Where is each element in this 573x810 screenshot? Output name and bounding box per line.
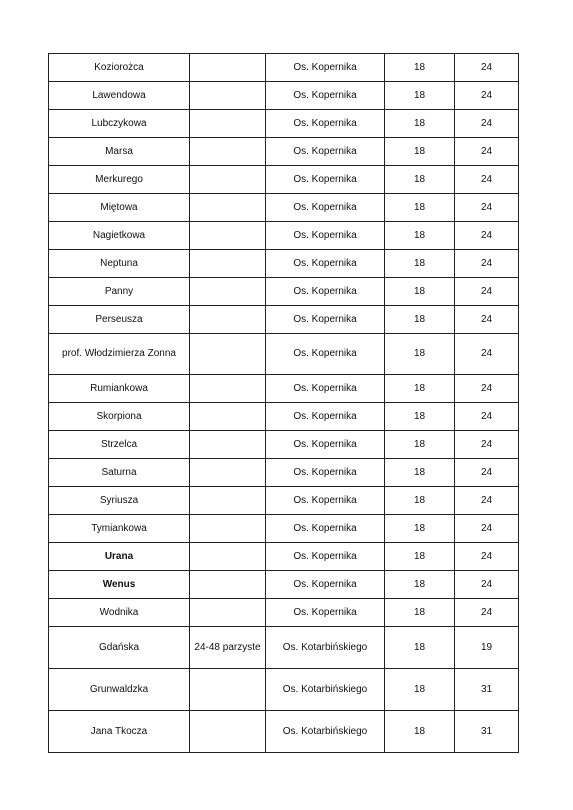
value-b-cell: 24	[455, 222, 519, 250]
table-row	[49, 375, 519, 403]
table-row	[49, 459, 519, 487]
range-cell	[190, 375, 266, 403]
estate-cell: Os. Kopernika	[266, 166, 385, 194]
range-cell	[190, 543, 266, 571]
table-row	[49, 110, 519, 138]
value-b-cell: 24	[455, 431, 519, 459]
value-b-cell: 24	[455, 459, 519, 487]
value-a-cell: 18	[385, 431, 455, 459]
table-row	[49, 487, 519, 515]
street-cell: Tymiankowa	[49, 515, 190, 543]
value-b-cell: 24	[455, 138, 519, 166]
street-cell: Lawendowa	[49, 82, 190, 110]
range-cell	[190, 571, 266, 599]
estate-cell: Os. Kopernika	[266, 194, 385, 222]
value-b-cell: 24	[455, 54, 519, 82]
range-cell	[190, 711, 266, 753]
range-cell	[190, 54, 266, 82]
street-cell: Wodnika	[49, 599, 190, 627]
street-cell: Merkurego	[49, 166, 190, 194]
value-a-cell: 18	[385, 110, 455, 138]
estate-cell: Os. Kopernika	[266, 278, 385, 306]
range-cell	[190, 194, 266, 222]
street-cell: Grunwaldzka	[49, 669, 190, 711]
value-b-cell: 19	[455, 627, 519, 669]
street-cell: prof. Włodzimierza Zonna	[49, 334, 190, 375]
value-b-cell: 24	[455, 194, 519, 222]
estate-cell: Os. Kotarbińskiego	[266, 711, 385, 753]
value-a-cell: 18	[385, 571, 455, 599]
value-b-cell: 24	[455, 487, 519, 515]
street-cell: Koziorożca	[49, 54, 190, 82]
table-row	[49, 306, 519, 334]
value-b-cell: 24	[455, 543, 519, 571]
range-cell	[190, 487, 266, 515]
street-table	[48, 53, 519, 753]
value-b-cell: 31	[455, 711, 519, 753]
estate-cell: Os. Kopernika	[266, 82, 385, 110]
range-cell	[190, 278, 266, 306]
value-a-cell: 18	[385, 54, 455, 82]
table-row	[49, 334, 519, 375]
range-cell	[190, 138, 266, 166]
estate-cell: Os. Kopernika	[266, 487, 385, 515]
estate-cell: Os. Kopernika	[266, 543, 385, 571]
estate-cell: Os. Kotarbińskiego	[266, 669, 385, 711]
value-a-cell: 18	[385, 334, 455, 375]
table-row	[49, 711, 519, 753]
range-cell	[190, 110, 266, 138]
range-cell	[190, 82, 266, 110]
range-cell	[190, 599, 266, 627]
table-row	[49, 431, 519, 459]
street-cell: Rumiankowa	[49, 375, 190, 403]
value-b-cell: 24	[455, 375, 519, 403]
value-a-cell: 18	[385, 487, 455, 515]
estate-cell: Os. Kopernika	[266, 459, 385, 487]
table-row	[49, 543, 519, 571]
value-a-cell: 18	[385, 222, 455, 250]
estate-cell: Os. Kopernika	[266, 138, 385, 166]
table-row	[49, 166, 519, 194]
table-row	[49, 571, 519, 599]
street-cell: Urana	[49, 543, 190, 571]
range-cell	[190, 306, 266, 334]
table-row	[49, 669, 519, 711]
value-a-cell: 18	[385, 669, 455, 711]
range-cell: 24-48 parzyste	[190, 627, 266, 669]
value-a-cell: 18	[385, 543, 455, 571]
street-cell: Marsa	[49, 138, 190, 166]
street-cell: Neptuna	[49, 250, 190, 278]
estate-cell: Os. Kopernika	[266, 375, 385, 403]
value-b-cell: 24	[455, 166, 519, 194]
estate-cell: Os. Kopernika	[266, 334, 385, 375]
range-cell	[190, 459, 266, 487]
table-row	[49, 627, 519, 669]
street-cell: Miętowa	[49, 194, 190, 222]
estate-cell: Os. Kopernika	[266, 571, 385, 599]
table-row	[49, 599, 519, 627]
value-b-cell: 24	[455, 334, 519, 375]
estate-cell: Os. Kotarbińskiego	[266, 627, 385, 669]
value-a-cell: 18	[385, 82, 455, 110]
value-b-cell: 24	[455, 278, 519, 306]
value-b-cell: 24	[455, 110, 519, 138]
value-b-cell: 24	[455, 82, 519, 110]
value-b-cell: 24	[455, 403, 519, 431]
street-cell: Perseusza	[49, 306, 190, 334]
value-a-cell: 18	[385, 194, 455, 222]
range-cell	[190, 250, 266, 278]
value-a-cell: 18	[385, 627, 455, 669]
range-cell	[190, 403, 266, 431]
table-row	[49, 54, 519, 82]
estate-cell: Os. Kopernika	[266, 222, 385, 250]
table-row	[49, 278, 519, 306]
value-b-cell: 24	[455, 599, 519, 627]
value-a-cell: 18	[385, 250, 455, 278]
range-cell	[190, 222, 266, 250]
range-cell	[190, 334, 266, 375]
range-cell	[190, 431, 266, 459]
street-cell: Jana Tkocza	[49, 711, 190, 753]
value-a-cell: 18	[385, 306, 455, 334]
estate-cell: Os. Kopernika	[266, 599, 385, 627]
street-cell: Skorpiona	[49, 403, 190, 431]
estate-cell: Os. Kopernika	[266, 250, 385, 278]
estate-cell: Os. Kopernika	[266, 306, 385, 334]
table-row	[49, 82, 519, 110]
value-b-cell: 24	[455, 571, 519, 599]
estate-cell: Os. Kopernika	[266, 54, 385, 82]
estate-cell: Os. Kopernika	[266, 403, 385, 431]
range-cell	[190, 515, 266, 543]
street-cell: Strzelca	[49, 431, 190, 459]
range-cell	[190, 669, 266, 711]
estate-cell: Os. Kopernika	[266, 431, 385, 459]
street-cell: Lubczykowa	[49, 110, 190, 138]
range-cell	[190, 166, 266, 194]
table-row	[49, 403, 519, 431]
value-a-cell: 18	[385, 459, 455, 487]
value-a-cell: 18	[385, 375, 455, 403]
value-b-cell: 24	[455, 306, 519, 334]
estate-cell: Os. Kopernika	[266, 110, 385, 138]
street-cell: Nagietkowa	[49, 222, 190, 250]
street-cell: Wenus	[49, 571, 190, 599]
estate-cell: Os. Kopernika	[266, 515, 385, 543]
street-cell: Syriusza	[49, 487, 190, 515]
street-cell: Panny	[49, 278, 190, 306]
value-a-cell: 18	[385, 711, 455, 753]
table-row	[49, 515, 519, 543]
value-a-cell: 18	[385, 403, 455, 431]
value-b-cell: 31	[455, 669, 519, 711]
table-row	[49, 194, 519, 222]
street-cell: Gdańska	[49, 627, 190, 669]
value-a-cell: 18	[385, 278, 455, 306]
value-b-cell: 24	[455, 250, 519, 278]
value-a-cell: 18	[385, 166, 455, 194]
value-a-cell: 18	[385, 599, 455, 627]
street-cell: Saturna	[49, 459, 190, 487]
table-row	[49, 138, 519, 166]
table-row	[49, 222, 519, 250]
table-row	[49, 250, 519, 278]
value-b-cell: 24	[455, 515, 519, 543]
value-a-cell: 18	[385, 515, 455, 543]
value-a-cell: 18	[385, 138, 455, 166]
